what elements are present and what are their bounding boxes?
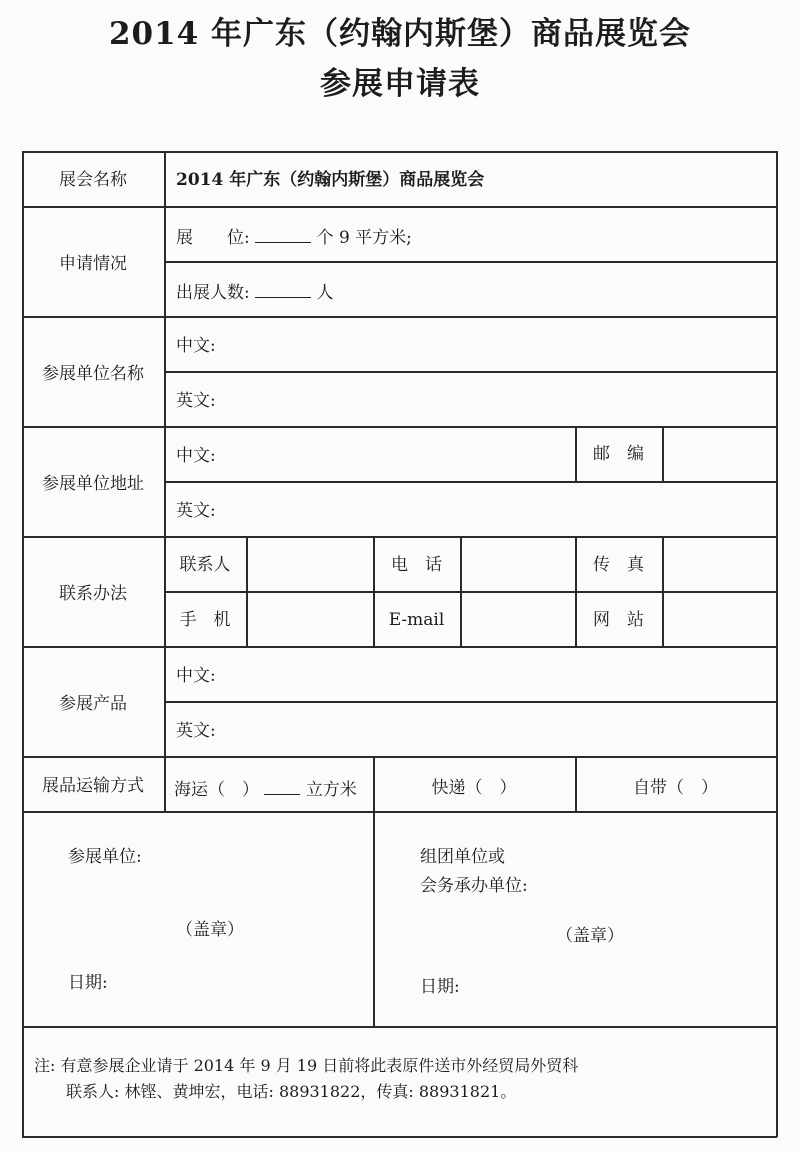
phone-label: 电 话 — [391, 555, 442, 575]
booth-count-blank[interactable] — [255, 226, 311, 243]
table-border-right — [776, 151, 778, 1137]
exhibitor-unit-label: 参展单位: — [68, 847, 142, 867]
label-column-divider — [164, 151, 166, 812]
sea-freight-option[interactable] — [174, 778, 357, 800]
attendees-prefix: 出展人数: — [176, 283, 250, 303]
form-subtitle: 参展申请表 — [320, 66, 480, 102]
attendees-field[interactable] — [176, 281, 334, 303]
organizer-unit-label-line2: 会务承办单位: — [420, 876, 528, 896]
attendees-count-blank[interactable] — [255, 281, 311, 298]
note-line-2: 联系人: 林铿、黄坤宏，电话: 88931822，传真: 88931821。 — [66, 1082, 517, 1101]
organizer-seal-label: （盖章） — [556, 926, 624, 946]
cell-divider — [460, 536, 462, 647]
subrow-divider — [164, 591, 777, 593]
signature-divider — [373, 811, 375, 1027]
products-chinese-label: 中文: — [176, 666, 216, 686]
shipping-label: 展品运输方式 — [42, 776, 144, 796]
note-line-1: 注: 有意参展企业请于 2014 年 9 月 19 日前将此表原件送市外经贸局外贸科 — [34, 1056, 579, 1075]
company-address-english-label: 英文: — [176, 501, 216, 521]
row-divider — [22, 811, 777, 813]
mobile-label: 手 机 — [179, 610, 231, 630]
cell-divider — [662, 426, 664, 482]
table-border-bottom — [22, 1136, 777, 1138]
company-name-label: 参展单位名称 — [42, 364, 144, 384]
organizer-date-label: 日期: — [420, 977, 460, 997]
postcode-label: 邮 编 — [593, 444, 644, 464]
company-address-chinese-label: 中文: — [176, 446, 216, 466]
cell-divider — [575, 536, 577, 647]
row-divider — [22, 316, 777, 318]
cubic-meters-blank[interactable] — [264, 778, 300, 795]
company-address-label: 参展单位地址 — [42, 474, 144, 494]
cell-divider — [662, 536, 664, 647]
products-label: 参展产品 — [59, 694, 127, 714]
company-name-chinese-label: 中文: — [176, 336, 216, 356]
website-label: 网 站 — [593, 610, 644, 630]
booth-suffix: 个 9 平方米; — [316, 228, 412, 248]
contact-method-label: 联系办法 — [59, 584, 127, 604]
table-border-top — [22, 151, 777, 153]
exhibitor-seal-label: （盖章） — [176, 920, 244, 940]
email-label: E-mail — [388, 610, 445, 630]
row-divider — [22, 426, 777, 428]
form-title: 2014 年广东（约翰内斯堡）商品展览会 — [108, 16, 692, 52]
exhibition-name-label: 展会名称 — [59, 170, 127, 190]
attendees-suffix: 人 — [316, 283, 334, 303]
subrow-divider — [164, 371, 777, 373]
exhibition-name-value: 2014 年广东（约翰内斯堡）商品展览会 — [176, 170, 485, 190]
row-divider — [22, 1026, 777, 1028]
self-carry-option[interactable]: 自带（ ） — [633, 778, 718, 798]
subrow-divider — [164, 481, 777, 483]
application-label: 申请情况 — [59, 254, 127, 274]
row-divider — [22, 756, 777, 758]
subrow-divider — [164, 261, 777, 263]
cell-divider — [373, 536, 375, 647]
row-divider — [22, 536, 777, 538]
cubic-meters-label: 立方米 — [305, 780, 357, 800]
fax-label: 传 真 — [593, 555, 644, 575]
cell-divider — [246, 536, 248, 647]
row-divider — [22, 646, 777, 648]
company-name-english-label: 英文: — [176, 391, 216, 411]
express-option[interactable]: 快递（ ） — [431, 778, 517, 798]
booth-field[interactable] — [176, 226, 412, 248]
organizer-unit-label-line1: 组团单位或 — [420, 847, 505, 867]
contact-person-label: 联系人 — [179, 555, 231, 575]
sea-freight-label: 海运（ ） — [174, 780, 259, 800]
table-border-left — [22, 151, 24, 1137]
exhibitor-date-label: 日期: — [68, 973, 108, 993]
subrow-divider — [164, 701, 777, 703]
booth-prefix: 展 位: — [176, 228, 250, 248]
row-divider — [22, 206, 777, 208]
products-english-label: 英文: — [176, 721, 216, 741]
